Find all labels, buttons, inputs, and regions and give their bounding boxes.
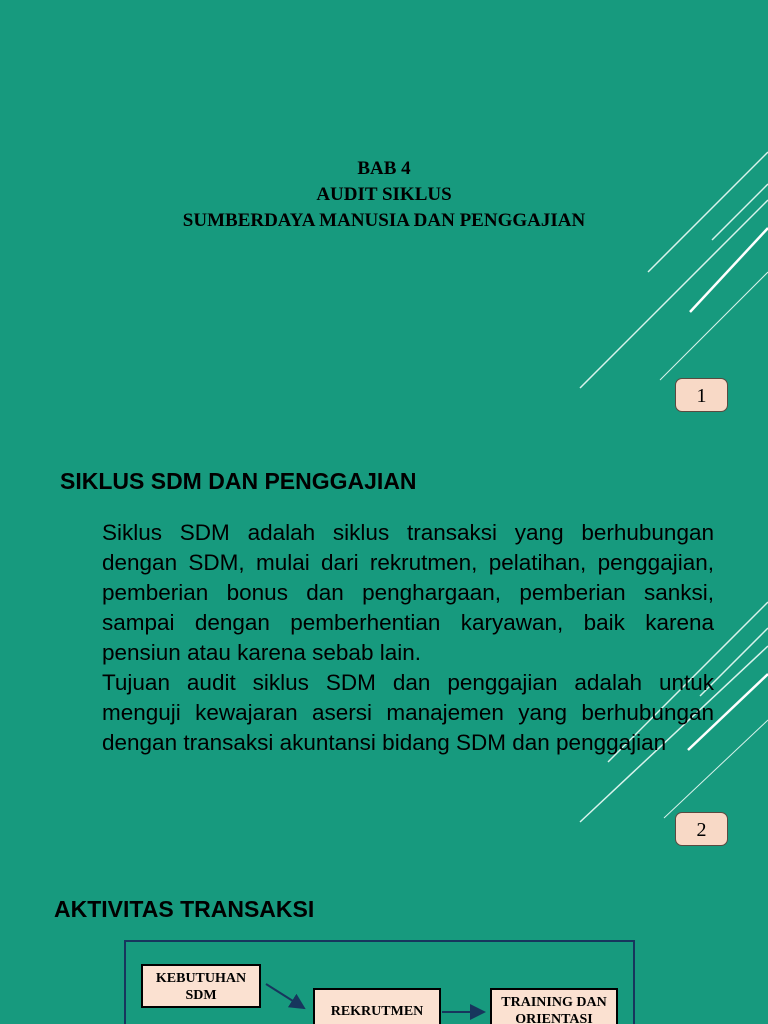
slide-2	[0, 432, 768, 864]
box-rekrutmen: REKRUTMEN	[313, 988, 441, 1024]
slide-3	[0, 864, 768, 1024]
arrow-kebutuhan-to-rekrutmen	[266, 984, 304, 1008]
bullet-item	[62, 518, 714, 668]
slide-1	[0, 0, 768, 432]
section-heading: AKTIVITAS TRANSAKSI	[54, 896, 315, 922]
section-heading: SIKLUS SDM DAN PENGGAJIAN	[60, 468, 417, 494]
title-line-3: SUMBERDAYA MANUSIA DAN PENGGAJIAN	[182, 210, 586, 231]
title-line-1: BAB 4	[357, 158, 411, 179]
deco-line-3	[690, 228, 768, 312]
bullet-text: Siklus SDM adalah siklus transaksi yang berhubungan dengan SDM, mulai dari rekrutmen, pelatihan, penggajian, pemberian bonus dan penghargaan, pemberian sanksi, sampai dengan pemberhentian karyawan, baik karena pensiun atau karena sebab lain.	[102, 520, 714, 665]
title-line-2: AUDIT SIKLUS	[316, 184, 452, 205]
bullet-item	[62, 668, 714, 758]
flow-diagram	[124, 940, 635, 1024]
slide-title	[0, 156, 768, 234]
box-training-orientasi: TRAINING DAN ORIENTASI	[490, 988, 618, 1024]
page-number-badge: 1	[675, 378, 728, 412]
bullet-text: Tujuan audit siklus SDM dan penggajian adalah untuk menguji kewajaran asersi manajemen yang berhubungan dengan transaksi akuntansi bidang SDM dan penggajian	[102, 670, 714, 755]
deco-line-5	[660, 272, 768, 380]
box-kebutuhan-sdm: KEBUTUHAN SDM	[141, 964, 261, 1008]
page-number-badge: 2	[675, 812, 728, 846]
bullet-list	[62, 518, 714, 758]
